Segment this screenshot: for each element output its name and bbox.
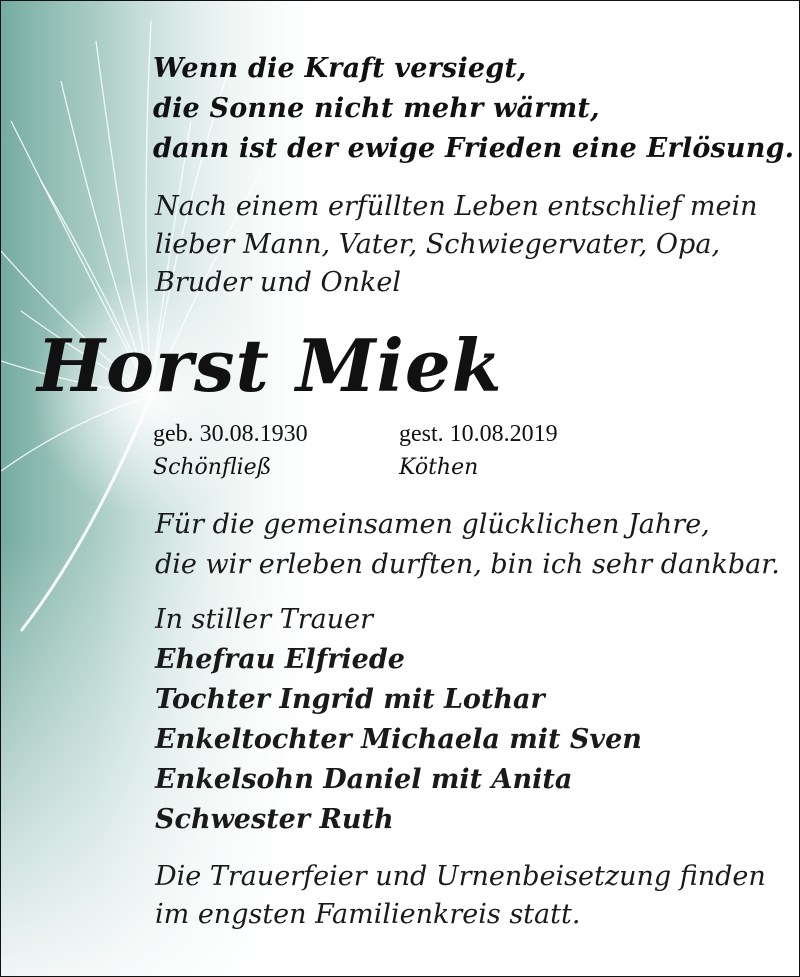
poem-line-3: dann ist der ewige Frieden eine Erlösung. [153,133,795,164]
thanks-line-2: die wir erleben durften, bin ich sehr dankbar. [155,549,780,580]
mourning-intro: In stiller Trauer [155,604,374,635]
obituary-content [1,1,799,976]
intro-line-2: lieber Mann, Vater, Schwiegervater, Opa, [155,229,721,260]
intro-line-3: Bruder und Onkel [155,267,402,298]
mourner-2: Tochter Ingrid mit Lothar [155,684,545,715]
poem-line-1: Wenn die Kraft versiegt, [153,53,527,84]
mourner-3: Enkeltochter Michaela mit Sven [155,724,642,755]
thanks-line-1: Für die gemeinsamen glücklichen Jahre, [155,509,710,540]
mourner-1: Ehefrau Elfriede [155,644,405,675]
deceased-name: Horst Miek [37,323,503,408]
intro-line-1: Nach einem erfüllten Leben entschlief mein [155,191,758,222]
funeral-note-line-1: Die Trauerfeier und Urnenbeisetzung finden [155,861,766,892]
mourner-5: Schwester Ruth [155,804,394,835]
funeral-note-line-2: im engsten Familienkreis statt. [155,899,581,930]
poem-line-2: die Sonne nicht mehr wärmt, [153,93,600,124]
birth-date: geb. 30.08.1930 [153,421,308,447]
death-place: Köthen [399,455,479,480]
death-date: gest. 10.08.2019 [399,421,558,447]
birth-place: Schönfließ [153,455,272,480]
mourner-4: Enkelsohn Daniel mit Anita [155,764,573,795]
